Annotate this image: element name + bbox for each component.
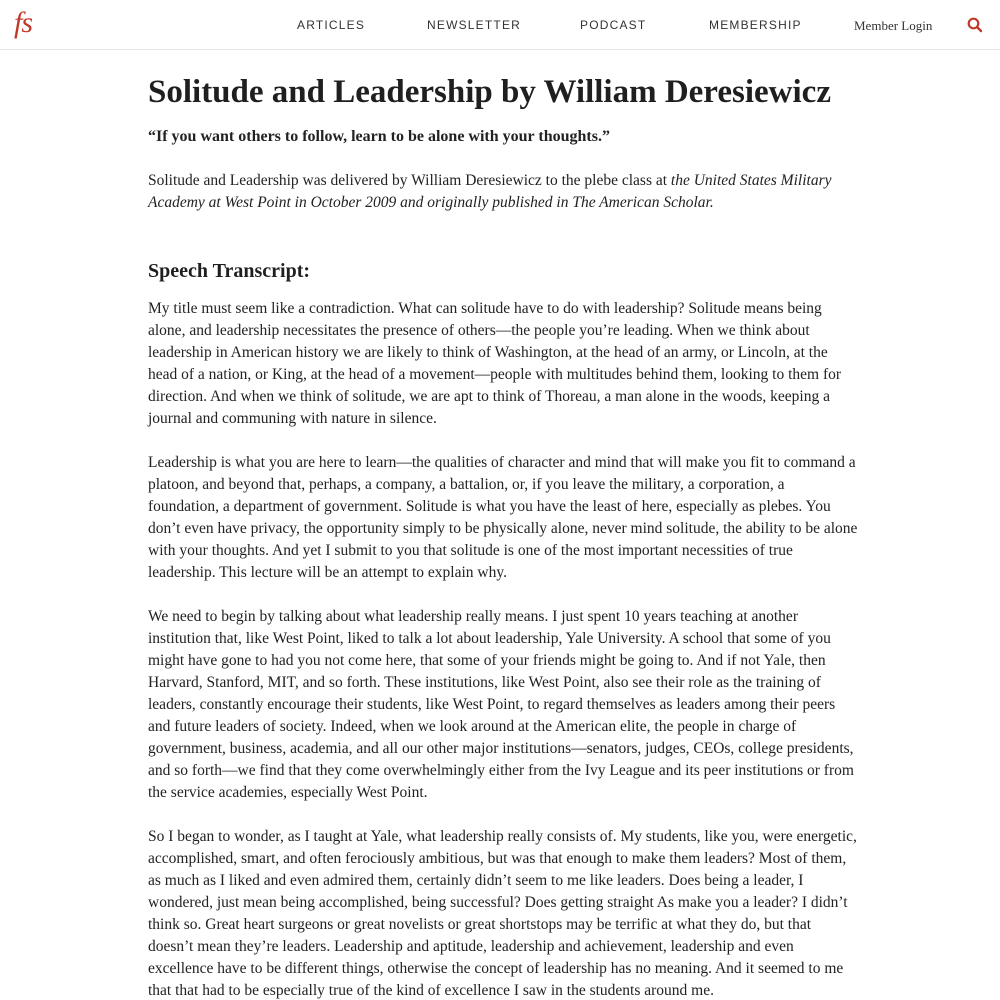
- nav-podcast[interactable]: PODCAST: [580, 18, 647, 32]
- article-title: Solitude and Leadership by William Deresiewicz: [148, 74, 831, 110]
- intro-italic-text: the United States Military Academy at West Point in October 2009 and originally published in The American Scholar.: [148, 172, 832, 211]
- search-icon: [966, 16, 984, 34]
- paragraph: My title must seem like a contradiction. What can solitude have to do with leadership? Solitude means being alone, and leadership necessitates the presence of others—the people you’re leading. When we think about leadership in American history we are likely to think of Washington, at the head of an army, or Lincoln, at the head of a nation, or King, at the head of a movement—people with multitudes behind them, looking to them for direction. And when we think of solitude, we are apt to think of Thoreau, a man alone in the woods, keeping a journal and communing with nature in silence.: [148, 300, 842, 427]
- search-button[interactable]: [966, 16, 984, 34]
- site-logo[interactable]: fs: [14, 6, 33, 39]
- paragraph: We need to begin by talking about what leadership really means. I just spent 10 years teaching at another institution that, like West Point, liked to talk a lot about leadership, Yale University. A school that some of you might have gone to had you not come here, that some of your friends might be going to. And if not Yale, then Harvard, Stanford, MIT, and so forth. These institutions, like West Point, also see their role as the training of leaders, constantly encourage their students, like West Point, to regard themselves as leaders among their peers and future leaders of society. Indeed, when we look around at the American elite, the people in charge of government, business, academia, and all our other major institutions—senators, judges, CEOs, college presidents, and so forth—we find that they come overwhelmingly either from the Ivy League and its peer institutions or from the service academies, especially West Point.: [148, 608, 854, 801]
- article-intro: [148, 170, 858, 214]
- nav-membership[interactable]: MEMBERSHIP: [709, 18, 802, 32]
- paragraph: So I began to wonder, as I taught at Yale, what leadership really consists of. My students, like you, were energetic, accomplished, smart, and often ferociously ambitious, but was that enough to make them leaders? Most of them, as much as I liked and even admired them, certainly didn’t seem to me like leaders. Does being a leader, I wondered, just mean being accomplished, being successful? Does getting straight As make you a leader? I didn’t think so. Great heart surgeons or great novelists or great shortstops may be terrific at what they do, but that doesn’t mean they’re leaders. Leadership and aptitude, leadership and achievement, leadership and even excellence have to be different things, otherwise the concept of leadership has no meaning. And it seemed to me that that had to be especially true of the kind of excellence I saw in the students around me.: [148, 828, 857, 999]
- nav-newsletter[interactable]: NEWSLETTER: [427, 18, 522, 32]
- intro-text: Solitude and Leadership was delivered by William Deresiewicz to the plebe class at: [148, 172, 671, 189]
- nav-articles[interactable]: ARTICLES: [297, 18, 366, 32]
- article: [148, 70, 858, 1000]
- pull-quote: “If you want others to follow, learn to be alone with your thoughts.”: [148, 128, 610, 145]
- section-heading: Speech Transcript:: [148, 260, 311, 282]
- member-login-link[interactable]: Member Login: [854, 18, 933, 33]
- paragraph: Leadership is what you are here to learn—the qualities of character and mind that will make you fit to command a platoon, and beyond that, perhaps, a company, a battalion, or, if you leave the military, a corporation, a foundation, a department of government. Solitude is what you have the least of here, especially as plebes. You don’t even have privacy, the opportunity simply to be physically alone, never mind solitude, the ability to be alone with your thoughts. And yet I submit to you that solitude is one of the most important necessities of true leadership. This lecture will be an attempt to explain why.: [148, 454, 858, 581]
- site-header: [0, 0, 1000, 50]
